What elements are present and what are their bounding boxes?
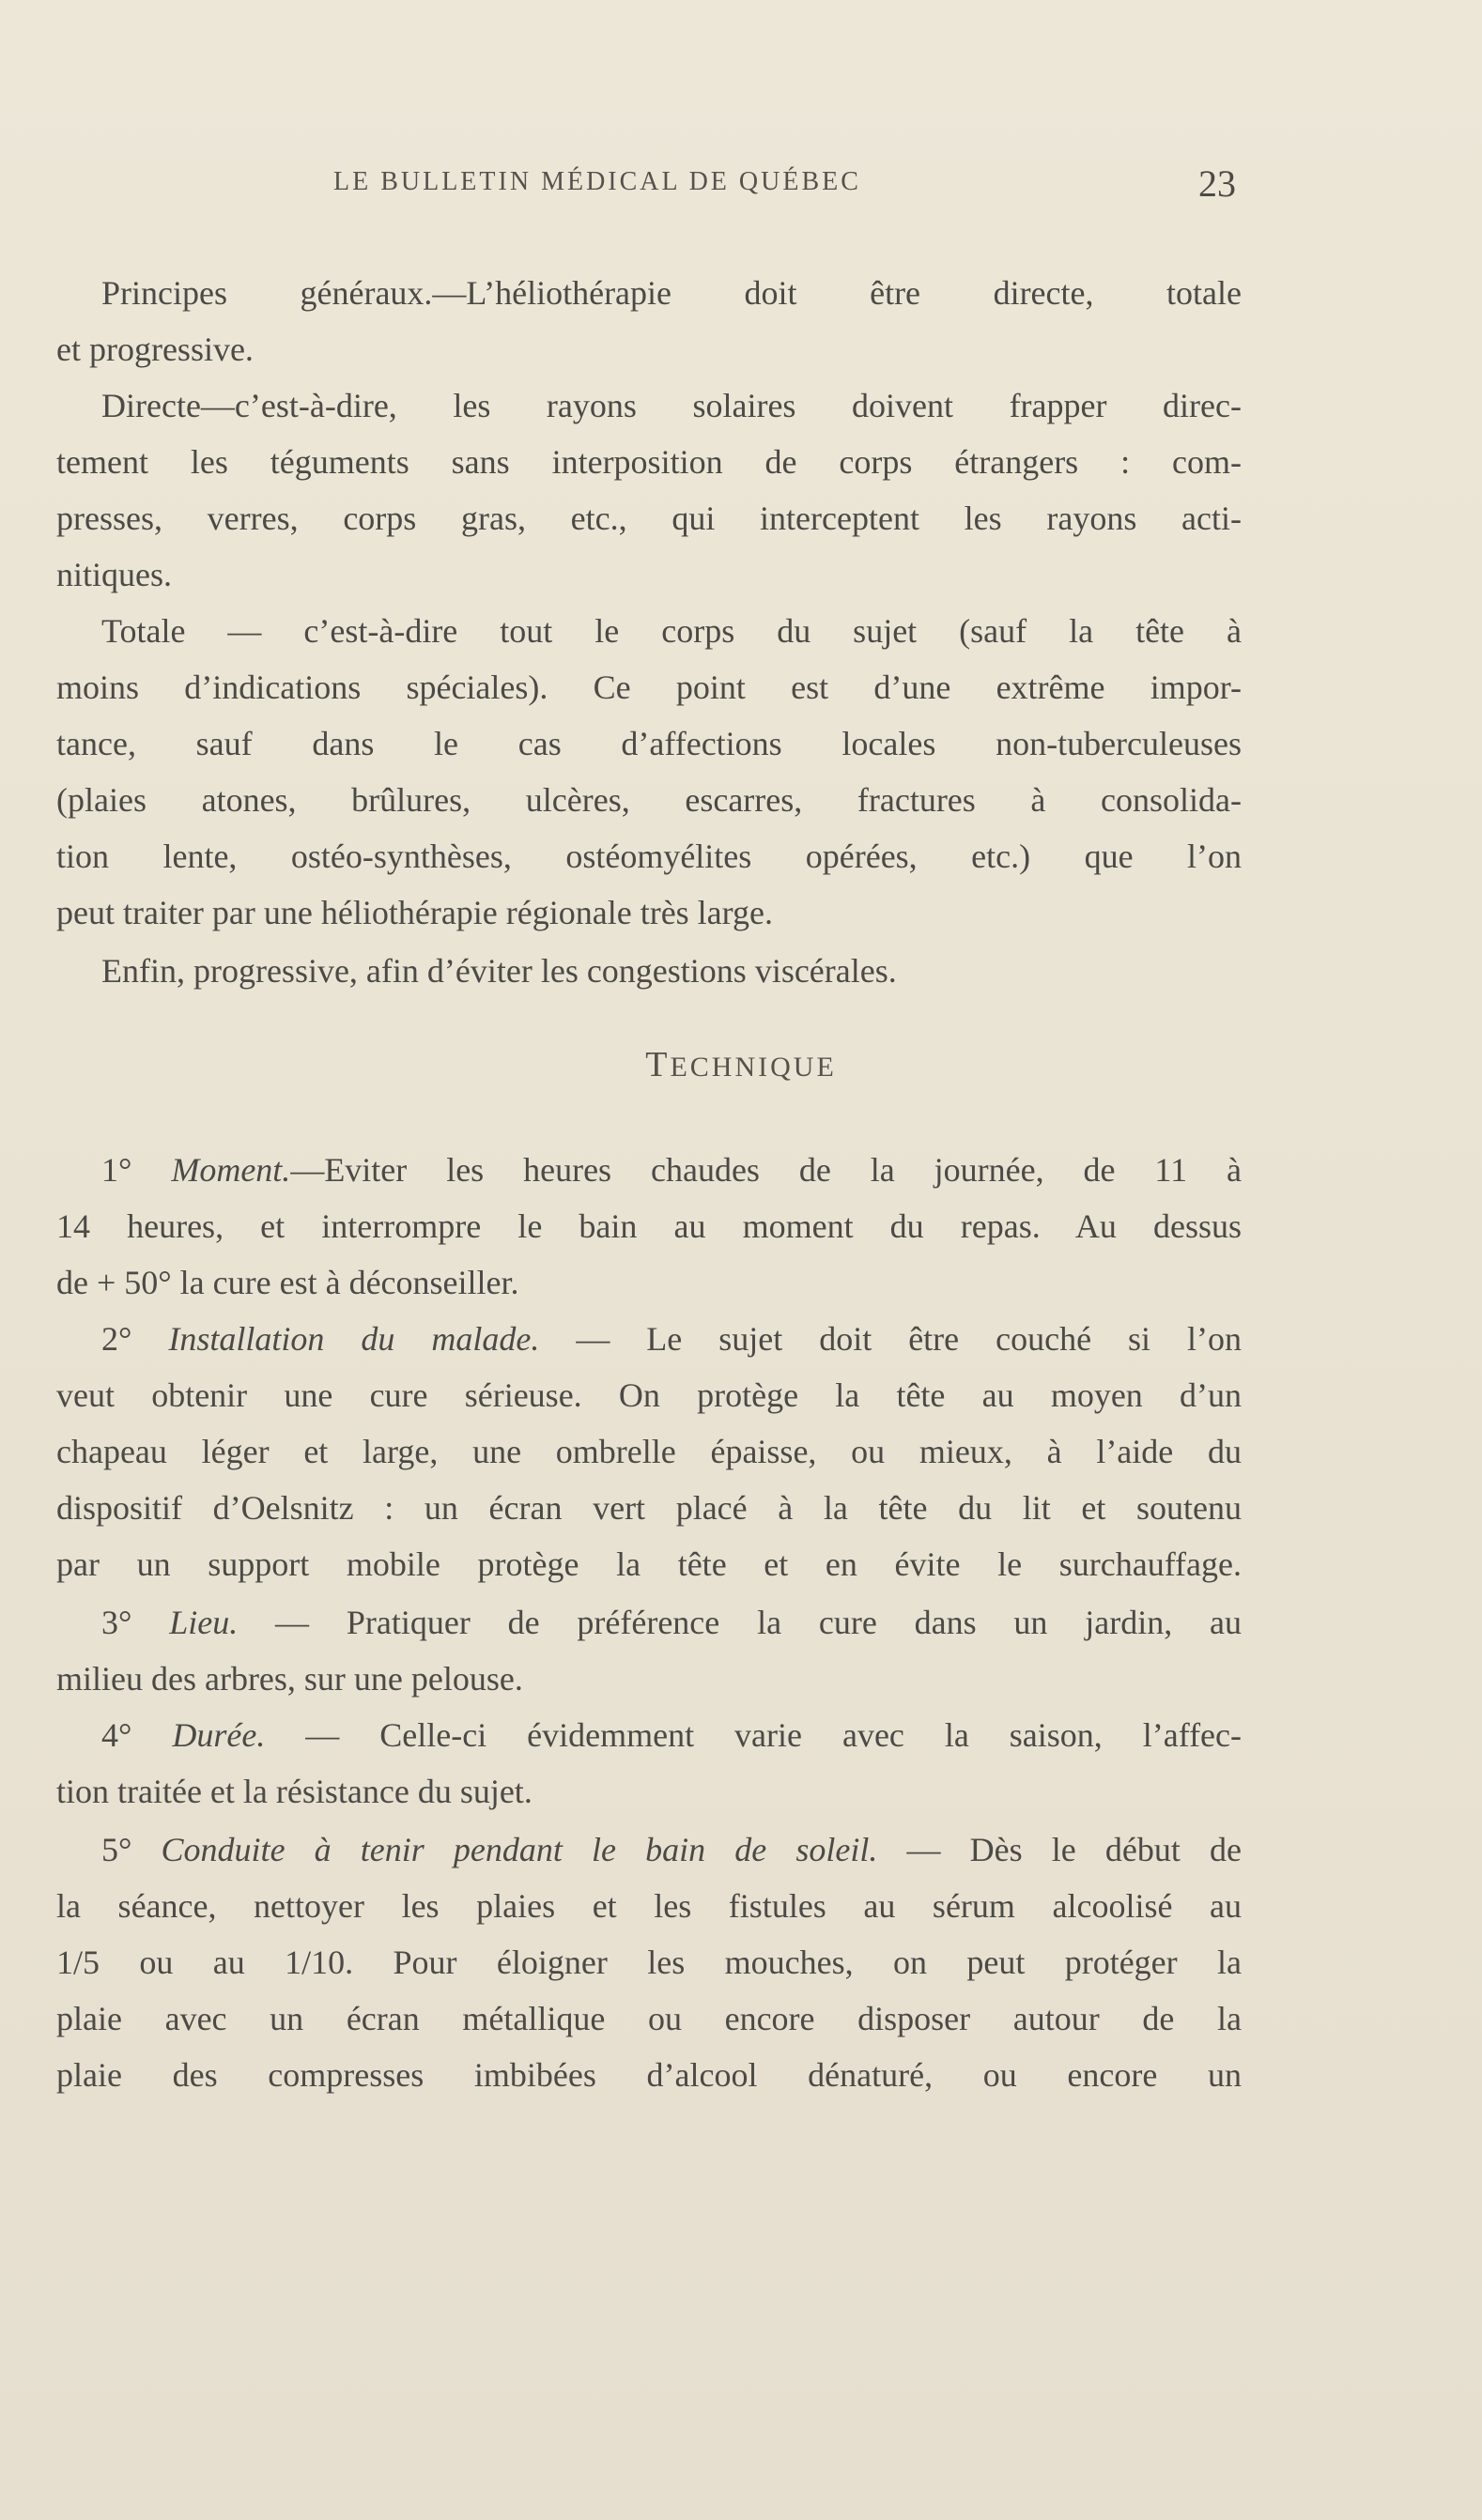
section-heading	[0, 1044, 1482, 1085]
text-line: la séance, nettoyer les plaies et les fistules au sérum alcoolisé au	[56, 1887, 1242, 1925]
text-line: chapeau léger et large, une ombrelle épaisse, ou mieux, à l’aide du	[56, 1433, 1242, 1470]
text-line: tion lente, ostéo-synthèses, ostéomyélites opérées, etc.) que l’on	[56, 837, 1242, 875]
text-line: dispositif d’Oelsnitz : un écran vert placé à la tête du lit et soutenu	[56, 1489, 1242, 1527]
text-line: Principes généraux.—L’héliothérapie doit être directe, totale	[101, 274, 1242, 312]
item-title: Installation du malade.	[168, 1320, 540, 1358]
text-line: de + 50° la cure est à déconseiller.	[56, 1264, 519, 1301]
page-number: 23	[1198, 162, 1236, 205]
item-title: Durée.	[172, 1716, 266, 1754]
text-line: tance, sauf dans le cas d’affections locales non-tuberculeuses	[56, 725, 1242, 762]
running-title: LE BULLETIN MÉDICAL DE QUÉBEC	[333, 167, 861, 196]
text-line: Enfin, progressive, afin d’éviter les congestions viscérales.	[101, 952, 897, 990]
heading-initial: T	[645, 1045, 671, 1084]
item-title: Conduite à tenir pendant le bain de soleil.	[161, 1831, 878, 1868]
list-item-4: 4° Durée. — Celle-ci évidemment varie avec la saison, l’affec-	[101, 1716, 1242, 1754]
list-item-3: 3° Lieu. — Pratiquer de préférence la cure dans un jardin, au	[101, 1604, 1242, 1641]
text-line: peut traiter par une héliothérapie régionale très large.	[56, 894, 773, 931]
text-line: tement les téguments sans interposition de corps étrangers : com-	[56, 443, 1242, 481]
list-item-5: 5° Conduite à tenir pendant le bain de soleil. — Dès le début de	[101, 1831, 1242, 1868]
text-line: 1/5 ou au 1/10. Pour éloigner les mouches, on peut protéger la	[56, 1944, 1242, 1981]
text-line: presses, verres, corps gras, etc., qui interceptent les rayons acti-	[56, 499, 1242, 537]
list-item-2: 2° Installation du malade. — Le sujet doit être couché si l’on	[101, 1320, 1243, 1358]
text-line: tion traitée et la résistance du sujet.	[56, 1773, 533, 1810]
text-line: et progressive.	[56, 330, 254, 368]
text-line: Totale — c’est-à-dire tout le corps du sujet (sauf la tête à	[101, 612, 1242, 650]
text-line: milieu des arbres, sur une pelouse.	[56, 1660, 523, 1698]
text-line: veut obtenir une cure sérieuse. On protège la tête au moyen d’un	[56, 1376, 1242, 1414]
item-title: Moment.	[171, 1151, 291, 1189]
list-item-1: 1° Moment.—Eviter les heures chaudes de la journée, de 11 à	[101, 1151, 1243, 1189]
text-line: moins d’indications spéciales). Ce point est d’une extrême impor-	[56, 668, 1242, 706]
text-line: Directe—c’est-à-dire, les rayons solaires doivent frapper direc-	[101, 387, 1242, 424]
text-line: plaie avec un écran métallique ou encore disposer autour de la	[56, 2000, 1242, 2037]
heading-rest: ECHNIQUE	[670, 1052, 837, 1083]
item-title: Lieu.	[169, 1604, 239, 1641]
running-header	[0, 162, 1482, 214]
text-line: (plaies atones, brûlures, ulcères, escarres, fractures à consolida-	[56, 781, 1242, 819]
text-line: nitiques.	[56, 556, 172, 593]
text-line: plaie des compresses imbibées d’alcool dénaturé, ou encore un	[56, 2056, 1242, 2094]
text-line: par un support mobile protège la tête et en évite le surchauffage.	[56, 1545, 1242, 1583]
text-line: 14 heures, et interrompre le bain au moment du repas. Au dessus	[56, 1207, 1242, 1245]
